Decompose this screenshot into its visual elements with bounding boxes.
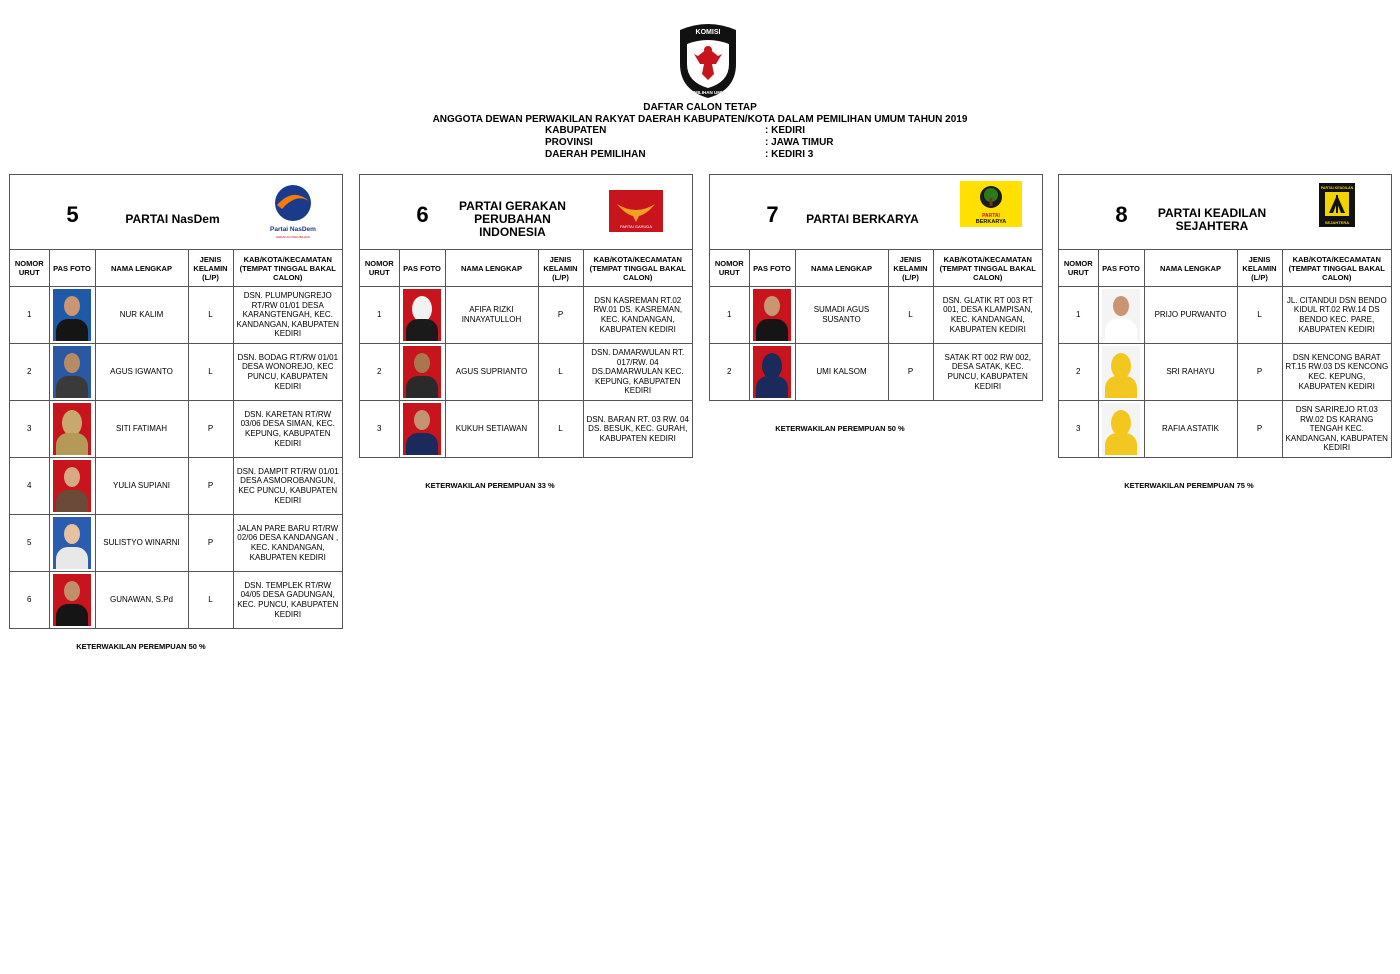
women-representation-note: KETERWAKILAN PEREMPUAN 50 % xyxy=(775,424,905,433)
kpu-logo-text-top: KOMISI xyxy=(695,29,721,36)
party-pks-card xyxy=(1058,174,1392,458)
women-representation-note: KETERWAKILAN PEREMPUAN 33 % xyxy=(425,481,555,490)
candidate-address: DSN. BODAG RT/RW 01/01 DESA WONOREJO, KEC PUNCU, KABUPATEN KEDIRI xyxy=(233,344,342,401)
candidate-photo xyxy=(403,403,441,455)
candidate-number: 4 xyxy=(10,458,49,515)
candidate-photo-cell xyxy=(399,344,445,401)
candidate-photo xyxy=(53,346,91,398)
col-header-name: NAMA LENGKAP xyxy=(95,250,188,287)
candidate-table xyxy=(710,250,1042,400)
candidate-number: 2 xyxy=(1059,344,1098,401)
table-row xyxy=(1059,401,1391,458)
candidate-table xyxy=(1059,250,1391,457)
candidate-photo-cell xyxy=(49,458,95,515)
candidate-name: PRIJO PURWANTO xyxy=(1144,287,1237,344)
candidate-name: SITI FATIMAH xyxy=(95,401,188,458)
candidate-photo xyxy=(403,346,441,398)
col-header-gender: JENIS KELAMIN (L/P) xyxy=(538,250,583,287)
candidate-photo-cell xyxy=(749,344,795,401)
women-representation-note: KETERWAKILAN PEREMPUAN 50 % xyxy=(76,642,206,651)
meta-label: KABUPATEN xyxy=(545,125,607,136)
meta-value: : JAWA TIMUR xyxy=(765,137,834,148)
party-name: PARTAI GERAKAN PERUBAHAN INDONESIA xyxy=(459,199,566,239)
candidate-name: AFIFA RIZKI INNAYATULLOH xyxy=(445,287,538,344)
table-row xyxy=(10,344,342,401)
candidate-number: 2 xyxy=(710,344,749,401)
candidate-photo xyxy=(53,574,91,626)
col-header-address: KAB/KOTA/KECAMATAN (TEMPAT TINGGAL BAKAL CALON) xyxy=(1282,250,1391,287)
table-row xyxy=(10,515,342,572)
candidate-photo-cell xyxy=(49,515,95,572)
candidate-number: 1 xyxy=(10,287,49,344)
party-number: 5 xyxy=(66,202,79,227)
candidate-gender: P xyxy=(188,515,233,572)
table-row xyxy=(10,287,342,344)
candidate-name: SULISTYO WINARNI xyxy=(95,515,188,572)
candidate-number: 1 xyxy=(1059,287,1098,344)
kpu-logo xyxy=(674,20,742,100)
candidate-gender: L xyxy=(538,401,583,458)
nasdem-logo-text: Partai NasDem xyxy=(270,226,316,233)
party-name: PARTAI KEADILAN SEJAHTERA xyxy=(1157,206,1267,233)
candidate-photo xyxy=(403,289,441,341)
candidate-number: 1 xyxy=(710,287,749,344)
candidate-photo xyxy=(53,460,91,512)
meta-value: : KEDIRI 3 xyxy=(765,149,814,160)
table-header-row xyxy=(1059,250,1391,287)
meta-value: : KEDIRI xyxy=(765,125,805,136)
garuda-logo-text: PARTAI GARUDA xyxy=(619,224,653,229)
candidate-gender: L xyxy=(538,344,583,401)
col-header-gender: JENIS KELAMIN (L/P) xyxy=(1237,250,1282,287)
col-header-photo: PAS FOTO xyxy=(399,250,445,287)
women-representation-note: KETERWAKILAN PEREMPUAN 75 % xyxy=(1124,481,1254,490)
candidate-name: SRI RAHAYU xyxy=(1144,344,1237,401)
table-row xyxy=(1059,287,1391,344)
col-header-number: NOMOR URUT xyxy=(710,250,749,287)
berkarya-logo-text: PARTAI xyxy=(982,213,1000,219)
candidate-photo-cell xyxy=(49,401,95,458)
table-row xyxy=(10,401,342,458)
meta-label: DAERAH PEMILIHAN xyxy=(545,149,646,160)
table-row xyxy=(360,344,692,401)
col-header-address: KAB/KOTA/KECAMATAN (TEMPAT TINGGAL BAKAL CALON) xyxy=(933,250,1042,287)
candidate-photo-cell xyxy=(1098,344,1144,401)
candidate-gender: L xyxy=(188,344,233,401)
table-row xyxy=(10,458,342,515)
candidate-address: DSN. DAMPIT RT/RW 01/01 DESA ASMOROBANGUN, KEC PUNCU, KABUPATEN KEDIRI xyxy=(233,458,342,515)
candidate-address: DSN. PLUMPUNGREJO RT/RW 01/01 DESA KARANGTENGAH, KEC. KANDANGAN, KABUPATEN KEDIRI xyxy=(233,287,342,344)
candidate-address: DSN SARIREJO RT.03 RW.02 DS KARANG TENGAH KEC. KANDANGAN, KABUPATEN KEDIRI xyxy=(1282,401,1391,458)
candidate-photo xyxy=(53,403,91,455)
candidate-address: DSN. KARETAN RT/RW 03/06 DESA SIMAN, KEC. KEPUNG, KABUPATEN KEDIRI xyxy=(233,401,342,458)
party-name: PARTAI NasDem xyxy=(125,212,220,226)
candidate-address: DSN. DAMARWULAN RT. 017/RW. 04 DS.DAMARWULAN KEC. KEPUNG, KABUPATEN KEDIRI xyxy=(583,344,692,401)
candidate-number: 3 xyxy=(1059,401,1098,458)
party-number: 8 xyxy=(1115,202,1128,227)
candidate-number: 2 xyxy=(10,344,49,401)
col-header-name: NAMA LENGKAP xyxy=(445,250,538,287)
party-name: PARTAI BERKARYA xyxy=(806,212,919,226)
page-subtitle: ANGGOTA DEWAN PERWAKILAN RAKYAT DAERAH KABUPATEN/KOTA DALAM PEMILIHAN UMUM TAHUN 2019 xyxy=(432,114,968,125)
table-row xyxy=(1059,344,1391,401)
candidate-address: JL. CITANDUI DSN BENDO KIDUL RT.02 RW.14 DS BENDO KEC. PARE, KABUPATEN KEDIRI xyxy=(1282,287,1391,344)
candidate-address: DSN KENCONG BARAT RT.15 RW.03 DS KENCONG KEC. KEPUNG, KABUPATEN KEDIRI xyxy=(1282,344,1391,401)
candidate-photo xyxy=(753,289,791,341)
candidate-gender: P xyxy=(888,344,933,401)
candidate-photo-cell xyxy=(49,572,95,629)
candidate-photo-cell xyxy=(49,344,95,401)
candidate-number: 5 xyxy=(10,515,49,572)
party-number: 7 xyxy=(766,202,779,227)
candidate-name: YULIA SUPIANI xyxy=(95,458,188,515)
candidate-address: JALAN PARE BARU RT/RW 02/06 DESA KANDANGAN , KEC. KANDANGAN, KABUPATEN KEDIRI xyxy=(233,515,342,572)
col-header-address: KAB/KOTA/KECAMATAN (TEMPAT TINGGAL BAKAL CALON) xyxy=(583,250,692,287)
candidate-name: NUR KALIM xyxy=(95,287,188,344)
candidate-number: 3 xyxy=(360,401,399,458)
candidate-photo xyxy=(53,289,91,341)
candidate-name: GUNAWAN, S.Pd xyxy=(95,572,188,629)
nasdem-logo-subtext: GERAKAN PERUBAHAN xyxy=(275,235,311,239)
kpu-logo-text-bottom: PEMILIHAN UMUM xyxy=(688,90,728,95)
pks-logo-subtext: SEJAHTERA xyxy=(1324,220,1350,225)
candidate-address: DSN. GLATIK RT 003 RT 001, DESA KLAMPISAN, KEC. KANDANGAN, KABUPATEN KEDIRI xyxy=(933,287,1042,344)
garuda-logo xyxy=(609,190,663,232)
candidate-gender: L xyxy=(1237,287,1282,344)
col-header-photo: PAS FOTO xyxy=(49,250,95,287)
candidate-address: SATAK RT 002 RW 002, DESA SATAK, KEC. PUNCU, KABUPATEN KEDIRI xyxy=(933,344,1042,401)
col-header-number: NOMOR URUT xyxy=(360,250,399,287)
candidate-address: DSN. BARAN RT. 03 RW. 04 DS. BESUK, KEC. GURAH, KABUPATEN KEDIRI xyxy=(583,401,692,458)
candidate-photo xyxy=(53,517,91,569)
candidate-gender: L xyxy=(888,287,933,344)
party-nasdem-card xyxy=(9,174,343,629)
candidate-gender: P xyxy=(1237,401,1282,458)
candidate-photo-cell xyxy=(49,287,95,344)
table-row xyxy=(710,344,1042,401)
candidate-number: 3 xyxy=(10,401,49,458)
candidate-number: 6 xyxy=(10,572,49,629)
meta-label: PROVINSI xyxy=(545,137,593,148)
candidate-name: KUKUH SETIAWAN xyxy=(445,401,538,458)
candidate-number: 2 xyxy=(360,344,399,401)
candidate-gender: P xyxy=(188,401,233,458)
candidate-photo-cell xyxy=(399,401,445,458)
candidate-number: 1 xyxy=(360,287,399,344)
region-info xyxy=(545,125,834,161)
candidate-name: RAFIA ASTATIK xyxy=(1144,401,1237,458)
table-header-row xyxy=(710,250,1042,287)
candidate-gender: L xyxy=(188,572,233,629)
party-header xyxy=(710,175,1042,250)
col-header-gender: JENIS KELAMIN (L/P) xyxy=(188,250,233,287)
candidate-photo-cell xyxy=(1098,401,1144,458)
party-header xyxy=(360,175,692,250)
candidate-photo xyxy=(1102,346,1140,398)
candidate-name: AGUS SUPRIANTO xyxy=(445,344,538,401)
nasdem-logo xyxy=(268,181,318,243)
candidate-name: AGUS IGWANTO xyxy=(95,344,188,401)
party-garuda-card xyxy=(359,174,693,458)
col-header-name: NAMA LENGKAP xyxy=(1144,250,1237,287)
candidate-name: UMI KALSOM xyxy=(795,344,888,401)
col-header-address: KAB/KOTA/KECAMATAN (TEMPAT TINGGAL BAKAL CALON) xyxy=(233,250,342,287)
candidate-photo xyxy=(1102,403,1140,455)
party-berkarya-card xyxy=(709,174,1043,401)
party-number: 6 xyxy=(416,202,429,227)
candidate-gender: P xyxy=(188,458,233,515)
candidate-name: SUMADI AGUS SUSANTO xyxy=(795,287,888,344)
candidate-table xyxy=(10,250,342,628)
col-header-number: NOMOR URUT xyxy=(1059,250,1098,287)
table-row xyxy=(710,287,1042,344)
col-header-gender: JENIS KELAMIN (L/P) xyxy=(888,250,933,287)
party-header xyxy=(10,175,342,250)
candidate-photo xyxy=(753,346,791,398)
table-row xyxy=(360,401,692,458)
candidate-address: DSN. TEMPLEK RT/RW 04/05 DESA GADUNGAN, KEC. PUNCU, KABUPATEN KEDIRI xyxy=(233,572,342,629)
party-header xyxy=(1059,175,1391,250)
pks-logo-text: PARTAI KEADILAN xyxy=(1320,186,1354,190)
table-header-row xyxy=(10,250,342,287)
col-header-number: NOMOR URUT xyxy=(10,250,49,287)
table-row xyxy=(360,287,692,344)
candidate-gender: L xyxy=(188,287,233,344)
candidate-gender: P xyxy=(1237,344,1282,401)
berkarya-logo-subtext: BERKARYA xyxy=(975,219,1007,225)
col-header-name: NAMA LENGKAP xyxy=(795,250,888,287)
candidate-photo-cell xyxy=(1098,287,1144,344)
table-row xyxy=(10,572,342,629)
table-header-row xyxy=(360,250,692,287)
candidate-photo-cell xyxy=(749,287,795,344)
col-header-photo: PAS FOTO xyxy=(749,250,795,287)
candidate-photo xyxy=(1102,289,1140,341)
berkarya-logo xyxy=(960,181,1022,227)
col-header-photo: PAS FOTO xyxy=(1098,250,1144,287)
candidate-photo-cell xyxy=(399,287,445,344)
candidate-gender: P xyxy=(538,287,583,344)
pks-logo xyxy=(1319,183,1355,227)
candidate-address: DSN KASREMAN RT.02 RW.01 DS. KASREMAN, KEC. KANDANGAN, KABUPATEN KEDIRI xyxy=(583,287,692,344)
page-title: DAFTAR CALON TETAP xyxy=(643,102,757,113)
candidate-table xyxy=(360,250,692,457)
